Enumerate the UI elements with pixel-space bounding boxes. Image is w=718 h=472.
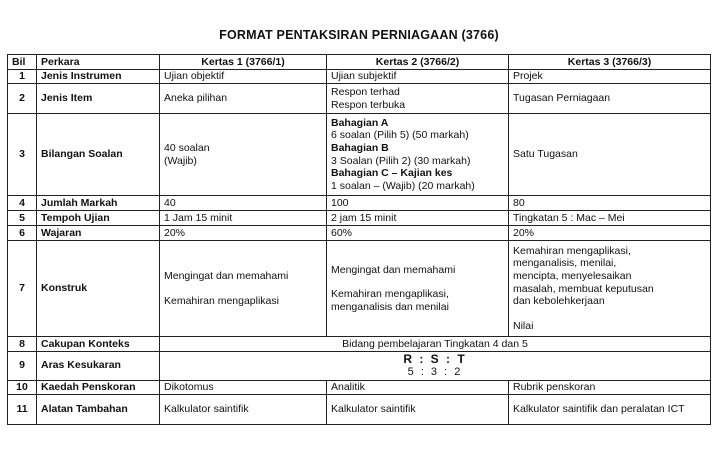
cell-line: Kemahiran mengaplikasi, [513, 244, 631, 257]
difficulty-ratio-label: R : S : T [403, 352, 467, 366]
kertas-3-cell [509, 241, 711, 337]
row-number: 5 [8, 211, 37, 226]
kertas-3-cell: Tugasan Perniagaan [509, 84, 711, 114]
cell-line: mencipta, menyelesaikan [513, 269, 632, 282]
kertas-1-cell: 1 Jam 15 minit [160, 211, 327, 226]
table-row [8, 70, 711, 84]
section-b-text: 3 Soalan (Pilih 2) (30 markah) [331, 154, 471, 167]
table-row [8, 114, 711, 196]
row-number: 10 [8, 380, 37, 394]
difficulty-ratio-value: 5 : 3 : 2 [407, 366, 463, 379]
row-label: Konstruk [37, 241, 160, 337]
row-label: Wajaran [37, 226, 160, 241]
cell-line: Mengingat dan memahami [331, 263, 456, 276]
row-number: 6 [8, 226, 37, 241]
row-label: Bilangan Soalan [37, 114, 160, 196]
row-label: Jenis Instrumen [37, 70, 160, 84]
kertas-3-cell: Tingkatan 5 : Mac – Mei [509, 211, 711, 226]
table-row [8, 196, 711, 211]
cell-line: dan kebolehkerjaan [513, 295, 605, 308]
cell-line: (Wajib) [164, 154, 197, 167]
kertas-2-cell: 60% [327, 226, 509, 241]
cell-line: 40 soalan [164, 141, 210, 154]
kertas-1-cell: 40 [160, 196, 327, 211]
merged-cell [160, 352, 711, 381]
table-header-row [8, 55, 711, 70]
kertas-2-cell [327, 241, 509, 337]
cell-line: Mengingat dan memahami [164, 269, 289, 282]
section-c-heading: Bahagian C – Kajian kes [331, 167, 453, 180]
kertas-3-cell: Satu Tugasan [509, 114, 711, 196]
row-label: Alatan Tambahan [37, 394, 160, 424]
cell-line: masalah, membuat keputusan [513, 282, 654, 295]
kertas-1-cell [160, 114, 327, 196]
table-row [8, 226, 711, 241]
merged-cell: Bidang pembelajaran Tingkatan 4 dan 5 [160, 337, 711, 352]
table-row [8, 84, 711, 114]
cell-line: Respon terhad [331, 85, 400, 98]
table-row [8, 394, 711, 424]
kertas-2-cell: 2 jam 15 minit [327, 211, 509, 226]
table-row [8, 380, 711, 394]
table-row [8, 337, 711, 352]
row-label: Aras Kesukaran [37, 352, 160, 381]
row-number: 4 [8, 196, 37, 211]
kertas-2-cell: Ujian subjektif [327, 70, 509, 84]
row-label: Tempoh Ujian [37, 211, 160, 226]
row-number: 8 [8, 337, 37, 352]
kertas-1-cell: Aneka pilihan [160, 84, 327, 114]
kertas-1-cell [160, 241, 327, 337]
header-kertas-2: Kertas 2 (3766/2) [327, 55, 509, 70]
kertas-1-cell: Ujian objektif [160, 70, 327, 84]
row-number: 11 [8, 394, 37, 424]
row-number: 3 [8, 114, 37, 196]
assessment-format-table [7, 54, 711, 425]
table-row [8, 352, 711, 381]
section-b-heading: Bahagian B [331, 141, 389, 154]
kertas-3-cell: Projek [509, 70, 711, 84]
section-a-text: 6 soalan (Pilih 5) (50 markah) [331, 129, 469, 142]
kertas-3-cell: Rubrik penskoran [509, 380, 711, 394]
kertas-1-cell: Dikotomus [160, 380, 327, 394]
kertas-3-cell: 80 [509, 196, 711, 211]
cell-line: Nilai [513, 319, 534, 332]
row-label: Kaedah Penskoran [37, 380, 160, 394]
kertas-3-cell: 20% [509, 226, 711, 241]
row-number: 2 [8, 84, 37, 114]
header-bil: Bil [8, 55, 37, 70]
row-number: 7 [8, 241, 37, 337]
row-number: 9 [8, 352, 37, 381]
cell-line: Kemahiran mengaplikasi, [331, 288, 449, 301]
kertas-3-cell: Kalkulator saintifik dan peralatan ICT [509, 394, 711, 424]
row-label: Jenis Item [37, 84, 160, 114]
kertas-2-cell [327, 84, 509, 114]
kertas-1-cell: Kalkulator saintifik [160, 394, 327, 424]
kertas-2-cell: Kalkulator saintifik [327, 394, 509, 424]
cell-line: Kemahiran mengaplikasi [164, 294, 279, 307]
row-label: Jumlah Markah [37, 196, 160, 211]
cell-line: menganalisis dan menilai [331, 300, 449, 313]
section-c-text: 1 soalan – (Wajib) (20 markah) [331, 179, 475, 192]
kertas-2-cell: 100 [327, 196, 509, 211]
row-label: Cakupan Konteks [37, 337, 160, 352]
kertas-2-cell: Analitik [327, 380, 509, 394]
header-kertas-1: Kertas 1 (3766/1) [160, 55, 327, 70]
cell-line: Respon terbuka [331, 98, 406, 111]
row-number: 1 [8, 70, 37, 84]
header-perkara: Perkara [37, 55, 160, 70]
kertas-1-cell: 20% [160, 226, 327, 241]
table-row [8, 211, 711, 226]
page-title: FORMAT PENTAKSIRAN PERNIAGAAN (3766) [219, 28, 499, 42]
cell-line: menganalisis, menilai, [513, 257, 617, 270]
section-a-heading: Bahagian A [331, 116, 389, 129]
table-row [8, 241, 711, 337]
header-kertas-3: Kertas 3 (3766/3) [509, 55, 711, 70]
kertas-2-cell [327, 114, 509, 196]
